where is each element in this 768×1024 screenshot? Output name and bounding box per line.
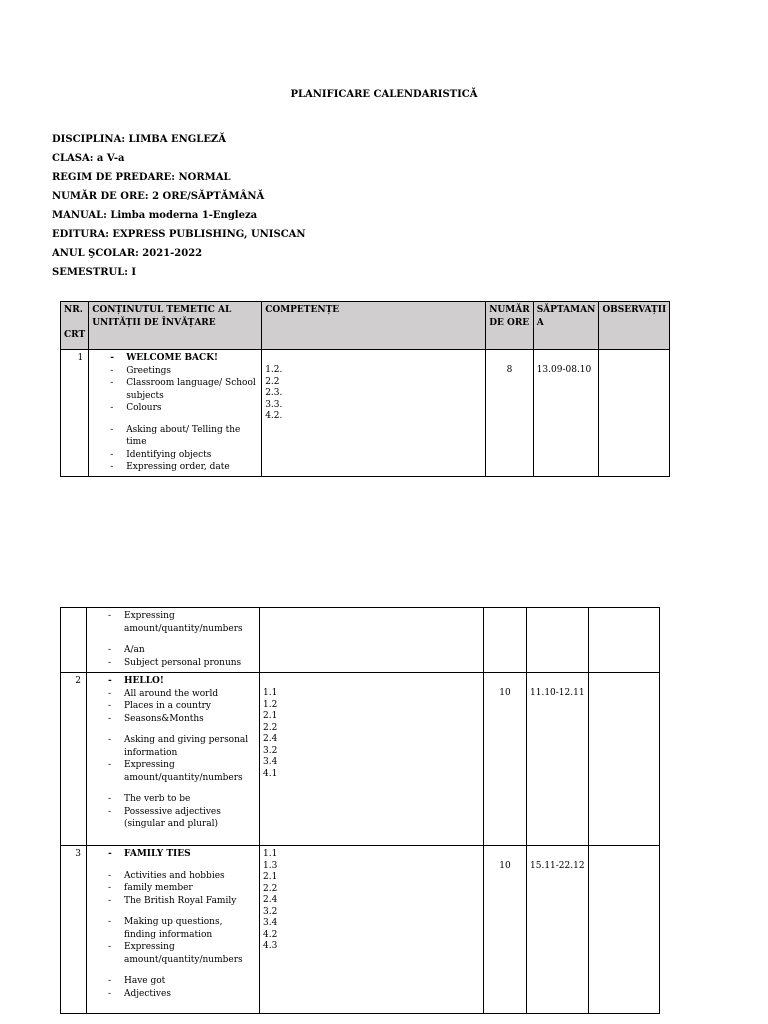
list-item: - Adjectives [90,988,256,1001]
list-item: - Activities and hobbies [90,870,256,883]
competenta-item: 1.1 [263,688,278,698]
weeks-cell: 11.10-12.11 [527,673,589,846]
spacer [90,784,256,793]
unit-title: - WELCOME BACK! [92,352,258,365]
competente-cell [260,846,484,1014]
row-number: 1 [61,350,89,477]
competente-list [263,848,480,952]
header-content: CONȚINUTUL TEMETIC AL UNITĂȚII DE ÎNVĂȚARE [89,302,262,350]
list-item: - Have got [90,975,256,988]
list-item: - Places in a country [90,700,256,713]
list-item: - The verb to be [90,793,256,806]
list-item: - All around the world [90,688,256,701]
row-number: 3 [61,846,87,1014]
list-item: - Asking about/ Telling the time [92,424,258,449]
competenta-item: 4.2. [265,411,283,421]
competente-cell [260,673,484,846]
competenta-item: 1.2 [263,699,278,710]
competenta-item: 3.4 [263,757,278,767]
competenta-item: 4.3 [263,941,278,951]
table-row [61,846,660,1014]
competenta-item: 3.2 [263,745,278,756]
row-number [61,608,87,673]
meta-clasa: CLASA: a V-a [52,153,125,164]
competenta-item: 1.2. [265,365,283,375]
list-item: - The British Royal Family [90,895,256,908]
document-title: PLANIFICARE CALENDARISTICĂ [290,89,478,100]
observatii-cell [589,846,660,1014]
ore-cell: 10 [484,846,527,1014]
table-row [61,350,670,477]
competente-list [263,687,480,779]
weeks-cell: 13.09-08.10 [533,350,599,477]
observatii-cell [589,608,660,673]
header-numar-ore: NUMĂR DE ORE [486,302,534,350]
list-item: - Expressing amount/quantity/numbers [90,759,256,784]
unit-title: - FAMILY TIES [90,848,256,861]
unit-title: - HELLO! [90,675,256,688]
list-item: - Identifying objects [92,449,258,462]
ore-cell: 8 [486,350,534,477]
list-item: - Colours [92,402,258,415]
list-item: - Possessive adjectives (singular and plural) [90,806,256,831]
content-list [90,848,256,1000]
competenta-item: 2.2 [265,376,280,387]
competenta-item: 2.3. [265,388,283,398]
content-list [92,352,258,474]
header-nr-line2: CRT [64,329,86,340]
meta-regim: REGIM DE PREDARE: NORMAL [52,172,231,183]
competenta-item: 4.2 [263,929,278,940]
content-cell [89,350,262,477]
competenta-item: 2.4 [263,734,278,744]
meta-numar-ore: NUMĂR DE ORE: 2 ORE/SĂPTĂMÂNĂ [52,191,265,202]
table-row [61,673,660,846]
competenta-item: 1.3 [263,860,278,871]
weeks-cell: 15.11-22.12 [527,846,589,1014]
list-item: - Expressing amount/quantity/numbers [90,610,256,635]
observatii-cell [599,350,670,477]
meta-disciplina: DISCIPLINA: LIMBA ENGLEZĂ [52,134,226,145]
header-nr-line1: NR. [64,305,83,315]
list-item: - Expressing order, date [92,461,258,474]
spacer [90,861,256,870]
list-item: - Greetings [92,365,258,378]
spacer [90,907,256,916]
content-list [90,675,256,831]
meta-editura: EDITURA: EXPRESS PUBLISHING, UNISCAN [52,229,306,240]
competente-cell [260,608,484,673]
competenta-item: 3.3. [265,399,283,410]
header-row [61,302,670,350]
content-list [90,610,256,669]
competente-list [265,364,482,422]
competenta-item: 2.4 [263,895,278,905]
competenta-item: 2.1 [263,711,278,721]
observatii-cell [589,673,660,846]
content-cell [87,608,260,673]
header-nr [61,302,89,350]
planning-table-part2 [60,607,660,1014]
list-item: - Classroom language/ School subjects [92,377,258,402]
content-cell [87,846,260,1014]
competenta-item: 1.1 [263,849,278,859]
list-item: - A/an [90,644,256,657]
spacer [90,966,256,975]
competente-cell [262,350,486,477]
meta-semestrul: SEMESTRUL: I [52,267,137,278]
competenta-item: 3.2 [263,906,278,917]
planning-table-part1 [60,301,670,477]
list-item: - family member [90,882,256,895]
list-item: - Seasons&Months [90,713,256,726]
meta-an-scolar: ANUL ŞCOLAR: 2021-2022 [52,248,203,259]
list-item: - Subject personal pronuns [90,657,256,670]
header-observatii: OBSERVAȚII [599,302,670,350]
competenta-item: 2.2 [263,722,278,733]
list-item: - Asking and giving personal information [90,734,256,759]
meta-block [52,134,306,286]
weeks-cell [527,608,589,673]
competenta-item: 2.2 [263,883,278,894]
meta-manual: MANUAL: Limba moderna 1-Engleza [52,210,258,221]
competenta-item: 2.1 [263,872,278,882]
row-number: 2 [61,673,87,846]
spacer [90,635,256,644]
list-item: - Making up questions, finding information [90,916,256,941]
table-row [61,608,660,673]
header-competente: COMPETENȚE [262,302,486,350]
list-item: - Expressing amount/quantity/numbers [90,941,256,966]
competenta-item: 4.1 [263,768,278,779]
ore-cell [484,608,527,673]
spacer [90,725,256,734]
spacer [92,415,258,424]
content-cell [87,673,260,846]
ore-cell: 10 [484,673,527,846]
competenta-item: 3.4 [263,918,278,928]
header-saptamana: SĂPTAMAN A [533,302,599,350]
